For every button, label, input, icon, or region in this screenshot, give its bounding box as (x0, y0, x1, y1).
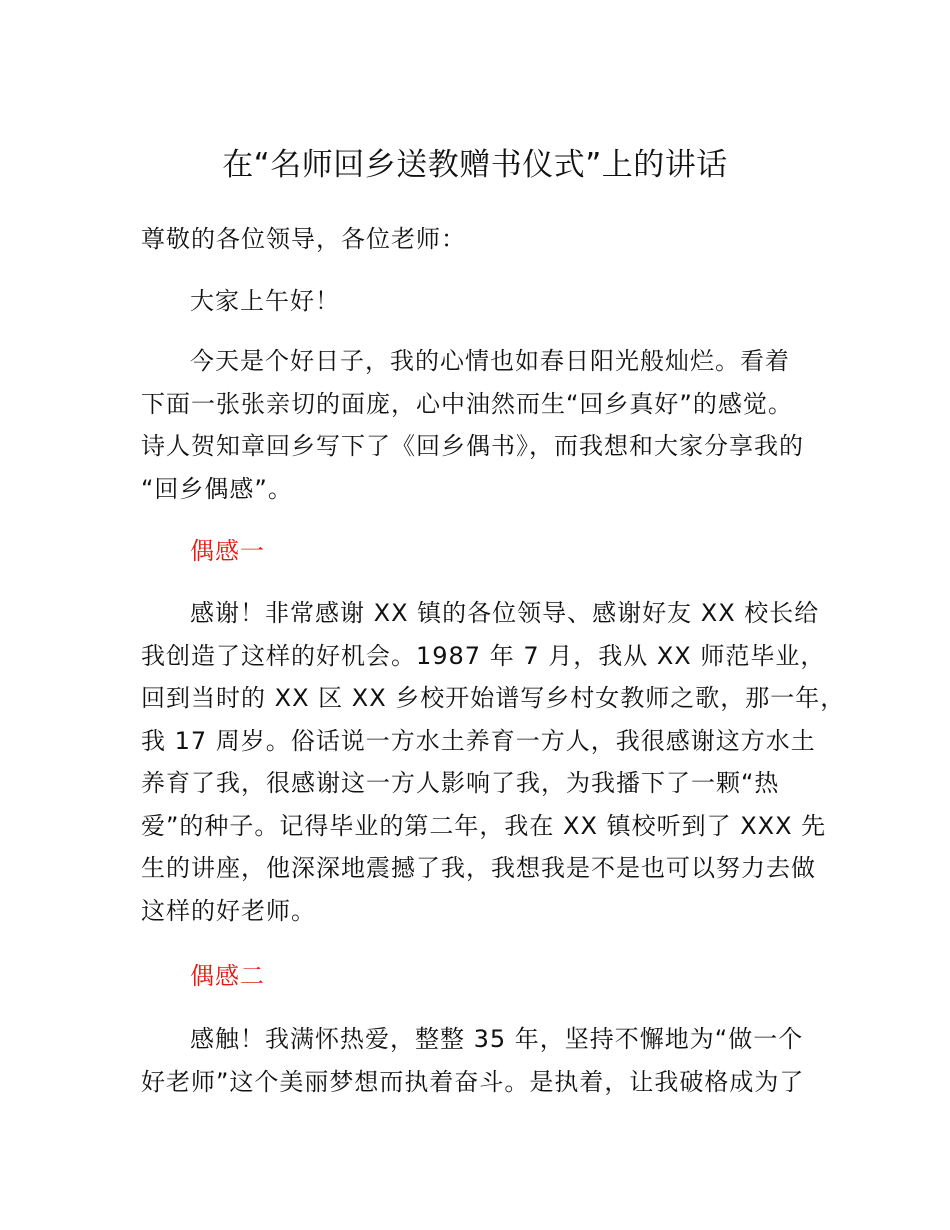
greeting (141, 280, 831, 323)
section1-paragraph (141, 592, 846, 932)
section2-paragraph (141, 1018, 831, 1103)
paragraph-line: 好老师”这个美丽梦想而执着奋斗。是执着，让我破格成为了 (141, 1067, 805, 1096)
salutation: 尊敬的各位领导，各位老师： (141, 225, 466, 253)
paragraph-line: 爱”的种子。记得毕业的第二年，我在 XX 镇校听到了 XXX 先 (141, 811, 827, 840)
paragraph-line: 回到当时的 XX 区 XX 乡校开始谱写乡村女教师之歌，那一年， (141, 684, 846, 712)
paragraph-line: 养育了我，很感谢这一方人影响了我，为我播下了一颗“热 (141, 769, 780, 797)
paragraph-line: 感触！我满怀热爱，整整 35 年，坚持不懈地为“做一个 (190, 1025, 804, 1053)
paragraph-line: 感谢！非常感谢 XX 镇的各位领导、感谢好友 XX 校长给 (190, 599, 820, 627)
section-heading-1: 偶感一 (190, 537, 265, 565)
paragraph-line: 生的讲座，他深深地震撼了我，我想我是不是也可以努力去做 (141, 854, 816, 882)
document-title: 在“名师回乡送教赠书仪式”上的讲话 (222, 147, 728, 183)
section-heading-2: 偶感二 (190, 962, 265, 990)
paragraph-line: 我 17 周岁。俗话说一方水土养育一方人，我很感谢这方水土 (141, 726, 816, 755)
paragraph-line: 下面一张张亲切的面庞，心中油然而生“回乡真好”的感觉。 (141, 389, 793, 418)
paragraph-line: 我创造了这样的好机会。1987 年 7 月，我从 XX 师范毕业， (141, 641, 826, 670)
paragraph-line: 诗人贺知章回乡写下了《回乡偶书》，而我想和大家分享我的 (141, 432, 804, 460)
paragraph-line: 这样的好老师。 (141, 896, 316, 925)
intro-paragraph (141, 340, 831, 510)
paragraph-line: 今天是个好日子，我的心情也如春日阳光般灿烂。看着 (190, 347, 790, 375)
greeting-line: 大家上午好！ (190, 287, 340, 315)
paragraph-line: “回乡偶感”。 (141, 474, 293, 503)
